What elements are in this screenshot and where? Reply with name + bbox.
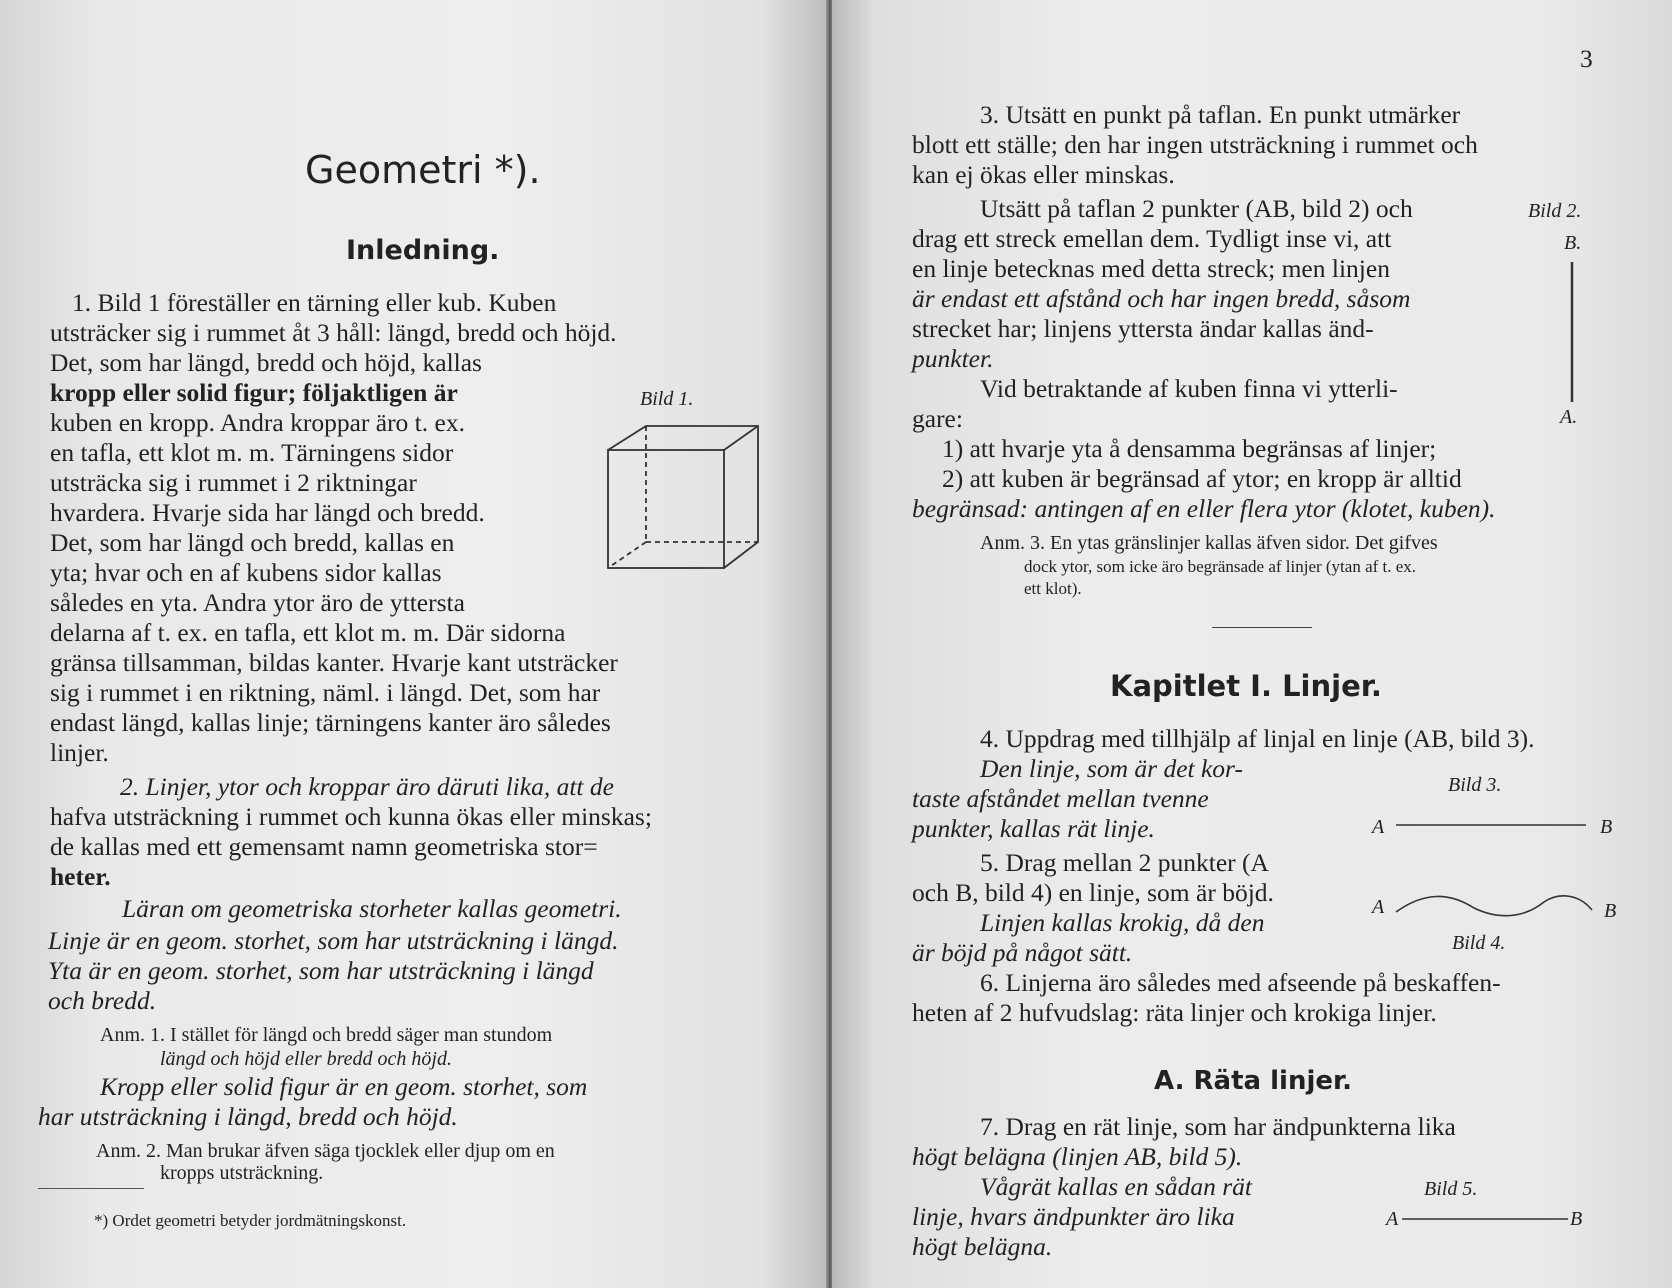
page-title: Geometri *). xyxy=(305,148,541,192)
paragraph-line: kropp eller solid figur; följaktligen är xyxy=(50,378,458,407)
definition-line: har utsträckning i längd, bredd och höjd. xyxy=(38,1102,458,1131)
paragraph-line: 3. Utsätt en punkt på taflan. En punkt utmärker xyxy=(980,100,1461,129)
chapter-heading: Kapitlet I. Linjer. xyxy=(1110,669,1382,703)
note-line: längd och höjd eller bredd och höjd. xyxy=(160,1048,452,1070)
definition-line: högt belägna. xyxy=(912,1232,1053,1261)
paragraph-line: utsträcka sig i rummet i 2 riktningar xyxy=(50,468,417,497)
paragraph-line: linjer. xyxy=(50,738,109,767)
paragraph-line: de kallas med ett gemensamt namn geometriska stor= xyxy=(50,832,598,861)
definition-line: Kropp eller solid figur är en geom. storhet, som xyxy=(100,1072,588,1101)
note-line: Anm. 1. I stället för längd och bredd säger man stundom xyxy=(100,1024,553,1046)
paragraph-line: högt belägna (linjen AB, bild 5). xyxy=(912,1142,1243,1171)
paragraph-line: således en yta. Andra ytor äro de yttersta xyxy=(50,588,465,617)
figure-label-bild-5: Bild 5. xyxy=(1424,1178,1478,1200)
paragraph-line: 1. Bild 1 föreställer en tärning eller kub. Kuben xyxy=(72,288,557,317)
note-line: Anm. 2. Man brukar äfven säga tjocklek eller djup om en xyxy=(96,1140,555,1162)
paragraph-line: heter. xyxy=(50,862,111,891)
definition-line: Linje är en geom. storhet, som har utsträckning i längd. xyxy=(48,926,619,955)
figure-point-a: A xyxy=(1386,1208,1399,1230)
paragraph-line: heten af 2 hufvudslag: räta linjer och krokiga linjer. xyxy=(912,998,1437,1027)
paragraph-line: Vid betraktande af kuben finna vi ytterli- xyxy=(980,374,1398,403)
figure-point-a: A xyxy=(1372,816,1385,838)
figure-label-bild-2: Bild 2. xyxy=(1528,200,1582,222)
figure-point-a: A xyxy=(1372,896,1385,918)
page-number: 3 xyxy=(1580,44,1593,73)
paragraph-line: 7. Drag en rät linje, som har ändpunkterna lika xyxy=(980,1112,1456,1141)
note-line: Anm. 3. En ytas gränslinjer kallas äfven sidor. Det gifves xyxy=(980,532,1438,554)
paragraph-line: en tafla, ett klot m. m. Tärningens sidor xyxy=(50,438,454,467)
paragraph-line: sig i rummet i en riktning, näml. i längd. Det, som har xyxy=(50,678,601,707)
figure-point-a: A. xyxy=(1560,406,1578,428)
definition-line: linje, hvars ändpunkter äro lika xyxy=(912,1202,1235,1231)
right-page xyxy=(832,0,1672,1288)
definition-line: Linjen kallas krokig, då den xyxy=(980,908,1265,937)
paragraph-line: kan ej ökas eller minskas. xyxy=(912,160,1175,189)
footnote: *) Ordet geometri betyder jordmätningskonst. xyxy=(94,1211,407,1230)
section-heading-inledning: Inledning. xyxy=(346,235,500,266)
figure-point-b: B xyxy=(1570,1208,1583,1230)
paragraph-line: punkter. xyxy=(912,344,994,373)
figure-point-b: B xyxy=(1600,816,1613,838)
definition-line: taste afståndet mellan tvenne xyxy=(912,784,1209,813)
figure-label-bild-4: Bild 4. xyxy=(1452,932,1506,954)
definition-line: Den linje, som är det kor- xyxy=(980,754,1243,783)
curved-line-figure xyxy=(1394,890,1594,920)
paragraph-line: gränsa tillsamman, bildas kanter. Hvarje kant utsträcker xyxy=(50,648,618,677)
definition-line: och bredd. xyxy=(48,986,157,1015)
paragraph-line: hvardera. Hvarje sida har längd och bredd. xyxy=(50,498,485,527)
paragraph-line: 2. Linjer, ytor och kroppar äro däruti lika, att de xyxy=(120,772,614,801)
vertical-line-figure xyxy=(1568,262,1576,402)
paragraph-line: 4. Uppdrag med tillhjälp af linjal en linje (AB, bild 3). xyxy=(980,724,1535,753)
paragraph-line: 1) att hvarje yta å densamma begränsas af linjer; xyxy=(942,434,1437,463)
paragraph-line: 5. Drag mellan 2 punkter (A xyxy=(980,848,1269,877)
paragraph-line: gare: xyxy=(912,404,963,433)
definition-line: är böjd på något sätt. xyxy=(912,938,1133,967)
definition-line: Vågrät kallas en sådan rät xyxy=(980,1172,1252,1201)
paragraph-line: yta; hvar och en af kubens sidor kallas xyxy=(50,558,442,587)
paragraph-line: drag ett streck emellan dem. Tydligt inse vi, att xyxy=(912,224,1392,253)
paragraph-line: hafva utsträckning i rummet och kunna ökas eller minskas; xyxy=(50,802,652,831)
definition-line: Läran om geometriska storheter kallas geometri. xyxy=(122,894,622,923)
footnote-rule xyxy=(38,1188,144,1189)
paragraph-line: Det, som har längd och bredd, kallas en xyxy=(50,528,455,557)
paragraph-line: och B, bild 4) en linje, som är böjd. xyxy=(912,878,1274,907)
paragraph-line: 2) att kuben är begränsad af ytor; en kropp är alltid xyxy=(942,464,1462,493)
horizontal-line-figure xyxy=(1402,1216,1568,1222)
figure-label-bild-3: Bild 3. xyxy=(1448,774,1502,796)
left-page xyxy=(0,0,828,1288)
figure-label-bild-1: Bild 1. xyxy=(640,388,694,410)
section-heading: A. Räta linjer. xyxy=(1154,1066,1352,1096)
note-line: ett klot). xyxy=(1024,579,1082,598)
paragraph-line: kuben en kropp. Andra kroppar äro t. ex. xyxy=(50,408,465,437)
paragraph-line: Utsätt på taflan 2 punkter (AB, bild 2) och xyxy=(980,194,1413,223)
paragraph-line: begränsad: antingen af en eller flera ytor (klotet, kuben). xyxy=(912,494,1496,523)
paragraph-line: en linje betecknas med detta streck; men linjen xyxy=(912,254,1390,283)
figure-point-b: B. xyxy=(1564,232,1582,254)
definition-line: punkter, kallas rät linje. xyxy=(912,814,1155,843)
note-line: dock ytor, som icke äro begränsade af linjer (ytan af t. ex. xyxy=(1024,557,1417,576)
paragraph-line: blott ett ställe; den har ingen utsträckning i rummet och xyxy=(912,130,1478,159)
definition-line: Yta är en geom. storhet, som har utsträckning i längd xyxy=(48,956,594,985)
separator-rule xyxy=(1212,627,1312,628)
paragraph-line: delarna af t. ex. en tafla, ett klot m. m. Där sidorna xyxy=(50,618,566,647)
note-line: kropps utsträckning. xyxy=(160,1162,324,1184)
cube-figure xyxy=(600,420,770,590)
paragraph-line: är endast ett afstånd och har ingen bredd, såsom xyxy=(912,284,1411,313)
paragraph-line: strecket har; linjens yttersta ändar kallas änd- xyxy=(912,314,1374,343)
paragraph-line: Det, som har längd, bredd och höjd, kallas xyxy=(50,348,482,377)
figure-point-b: B xyxy=(1604,900,1617,922)
paragraph-line: endast längd, kallas linje; tärningens kanter äro således xyxy=(50,708,611,737)
straight-line-figure xyxy=(1396,822,1586,828)
paragraph-line: utsträcker sig i rummet åt 3 håll: längd, bredd och höjd. xyxy=(50,318,617,347)
paragraph-line: 6. Linjerna äro således med afseende på beskaffen- xyxy=(980,968,1501,997)
